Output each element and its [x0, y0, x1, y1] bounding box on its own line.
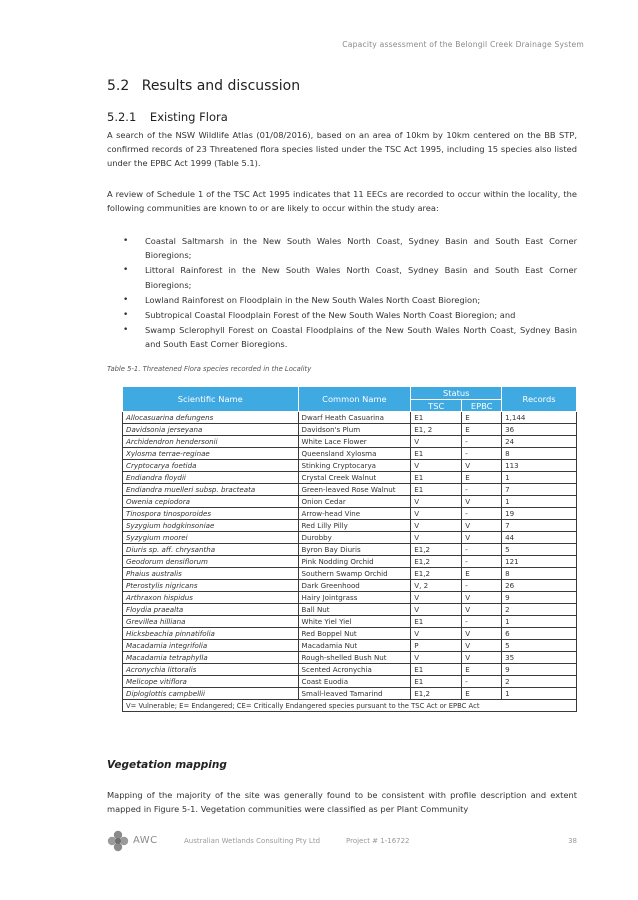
- cell-scientific-name: Endiandra muelleri subsp. bracteata: [123, 484, 299, 496]
- section-title-text: Results and discussion: [141, 78, 301, 94]
- table-row: [123, 436, 577, 448]
- paragraph-vegetation: Mapping of the majority of the site was generally found to be consistent with profile description and extent mapped in Figure 5-1. Vegetation communities were classified as per Plant Community: [107, 790, 577, 815]
- cell-scientific-name: Macadamia integrifolia: [123, 640, 299, 652]
- cell-scientific-name: Davidsonia jerseyana: [123, 424, 299, 436]
- cell-epbc-status: -: [462, 448, 502, 460]
- table-footnote: V= Vulnerable; E= Endangered; CE= Critically Endangered species pursuant to the TSC Act or EPBC Act: [123, 700, 577, 712]
- cell-scientific-name: Geodorum densiflorum: [123, 556, 299, 568]
- footer-company: Australian Wetlands Consulting Pty Ltd: [184, 837, 321, 845]
- cell-common-name: Dark Greenhood: [298, 580, 411, 592]
- cell-records: 9: [502, 592, 577, 604]
- cell-tsc-status: V: [411, 496, 462, 508]
- table-row: [123, 496, 577, 508]
- bullet-icon: •: [123, 236, 129, 246]
- community-list: [107, 234, 577, 353]
- subsection-title-text: Existing Flora: [149, 110, 228, 124]
- flora-table-body: [123, 412, 577, 700]
- list-item: • Littoral Rainforest in the New South Wales North Coast, Sydney Basin and South East Corner Bioregions;: [123, 265, 577, 290]
- awc-logo-icon: [107, 830, 129, 852]
- table-row: [123, 664, 577, 676]
- table-row: [123, 520, 577, 532]
- bullet-icon: •: [123, 325, 129, 336]
- cell-records: 7: [502, 520, 577, 532]
- cell-epbc-status: V: [462, 640, 502, 652]
- cell-common-name: Green-leaved Rose Walnut: [298, 484, 411, 496]
- cell-tsc-status: P: [411, 640, 462, 652]
- cell-scientific-name: Melicope vitiflora: [123, 676, 299, 688]
- cell-tsc-status: E1, 2: [411, 424, 462, 436]
- bullet-icon: •: [123, 294, 129, 305]
- bullet-icon: •: [123, 265, 129, 276]
- cell-records: 5: [502, 640, 577, 652]
- table-row: [123, 472, 577, 484]
- cell-tsc-status: E1: [411, 664, 462, 676]
- cell-records: 36: [502, 424, 577, 436]
- cell-tsc-status: E1,2: [411, 568, 462, 580]
- cell-tsc-status: V, 2: [411, 580, 462, 592]
- cell-tsc-status: E1: [411, 676, 462, 688]
- cell-tsc-status: E1: [411, 472, 462, 484]
- cell-epbc-status: V: [462, 532, 502, 544]
- cell-common-name: Ball Nut: [298, 604, 411, 616]
- cell-records: 44: [502, 532, 577, 544]
- list-item: • Coastal Saltmarsh in the New South Wales North Coast, Sydney Basin and South East Corner Bioregions;: [123, 236, 577, 261]
- cell-records: 2: [502, 604, 577, 616]
- cell-epbc-status: -: [462, 556, 502, 568]
- cell-common-name: Pink Nodding Orchid: [298, 556, 411, 568]
- column-header-epbc: EPBC: [462, 400, 502, 412]
- table-row: [123, 412, 577, 424]
- cell-common-name: Byron Bay Diuris: [298, 544, 411, 556]
- cell-epbc-status: V: [462, 628, 502, 640]
- cell-tsc-status: V: [411, 604, 462, 616]
- cell-epbc-status: -: [462, 508, 502, 520]
- paragraph-tsc-review: A review of Schedule 1 of the TSC Act 1995 indicates that 11 EECs are recorded to occur within the locality, the following communities are known to or are likely to occur within the study area:: [107, 189, 577, 214]
- paragraph-wildlife-atlas: A search of the NSW Wildlife Atlas (01/08/2016), based on an area of 10km by 10km centered on the BB STP, confirmed records of 23 Threatened flora species listed under the TSC Act 1995, including 15 species also listed under the EPBC Act 1999 (Table 5.1).: [107, 130, 577, 169]
- cell-epbc-status: -: [462, 676, 502, 688]
- table-row: [123, 640, 577, 652]
- cell-tsc-status: V: [411, 628, 462, 640]
- cell-scientific-name: Floydia praealta: [123, 604, 299, 616]
- list-item: • Subtropical Coastal Floodplain Forest of the New South Wales North Coast Bioregion; and: [107, 308, 577, 322]
- cell-tsc-status: E1: [411, 616, 462, 628]
- cell-epbc-status: E: [462, 568, 502, 580]
- cell-common-name: Durobby: [298, 532, 411, 544]
- cell-records: 1: [502, 472, 577, 484]
- list-item: • Lowland Rainforest on Floodplain in the New South Wales North Coast Bioregion;: [107, 293, 577, 307]
- cell-records: 8: [502, 448, 577, 460]
- cell-tsc-status: E1: [411, 448, 462, 460]
- cell-records: 24: [502, 436, 577, 448]
- cell-scientific-name: Syzygium hodgkinsoniae: [123, 520, 299, 532]
- cell-common-name: Macadamia Nut: [298, 640, 411, 652]
- table-row: [123, 676, 577, 688]
- cell-common-name: Stinking Cryptocarya: [298, 460, 411, 472]
- cell-scientific-name: Acronychia littoralis: [123, 664, 299, 676]
- table-row: [123, 556, 577, 568]
- logo-text: AWC: [133, 835, 158, 846]
- cell-tsc-status: E1,2: [411, 556, 462, 568]
- cell-records: 1,144: [502, 412, 577, 424]
- section-title: [107, 78, 300, 94]
- cell-common-name: Red Lilly Pilly: [298, 520, 411, 532]
- table-row: [123, 448, 577, 460]
- cell-tsc-status: V: [411, 652, 462, 664]
- column-header-tsc: TSC: [411, 400, 462, 412]
- cell-tsc-status: V: [411, 508, 462, 520]
- cell-common-name: Queensland Xylosma: [298, 448, 411, 460]
- table-row: [123, 532, 577, 544]
- cell-epbc-status: V: [462, 604, 502, 616]
- cell-common-name: Onion Cedar: [298, 496, 411, 508]
- subsection-number: 5.2.1: [107, 110, 137, 124]
- cell-common-name: Crystal Creek Walnut: [298, 472, 411, 484]
- cell-epbc-status: -: [462, 436, 502, 448]
- table-row: [123, 688, 577, 700]
- cell-records: 121: [502, 556, 577, 568]
- cell-common-name: Small-leaved Tamarind: [298, 688, 411, 700]
- column-header-common: Common Name: [298, 387, 411, 412]
- cell-records: 26: [502, 580, 577, 592]
- cell-epbc-status: E: [462, 472, 502, 484]
- cell-records: 7: [502, 484, 577, 496]
- cell-scientific-name: Diploglottis campbellii: [123, 688, 299, 700]
- cell-scientific-name: Diuris sp. aff. chrysantha: [123, 544, 299, 556]
- page-footer: [107, 830, 577, 852]
- cell-tsc-status: V: [411, 460, 462, 472]
- cell-tsc-status: E1: [411, 412, 462, 424]
- cell-epbc-status: V: [462, 496, 502, 508]
- flora-table: [122, 386, 577, 712]
- table-caption: Table 5-1. Threatened Flora species recorded in the Locality: [107, 365, 312, 373]
- cell-tsc-status: V: [411, 520, 462, 532]
- cell-common-name: Red Boppel Nut: [298, 628, 411, 640]
- cell-scientific-name: Tinospora tinosporoides: [123, 508, 299, 520]
- cell-epbc-status: E: [462, 412, 502, 424]
- table-row: [123, 616, 577, 628]
- cell-scientific-name: Endiandra floydii: [123, 472, 299, 484]
- cell-records: 113: [502, 460, 577, 472]
- cell-records: 1: [502, 496, 577, 508]
- cell-tsc-status: V: [411, 436, 462, 448]
- cell-records: 35: [502, 652, 577, 664]
- cell-common-name: White Yiel Yiel: [298, 616, 411, 628]
- cell-epbc-status: -: [462, 616, 502, 628]
- footer-project: Project # 1-16722: [346, 837, 410, 845]
- cell-epbc-status: V: [462, 652, 502, 664]
- table-row: [123, 460, 577, 472]
- table-row: [123, 628, 577, 640]
- cell-scientific-name: Hicksbeachia pinnatifolia: [123, 628, 299, 640]
- cell-epbc-status: V: [462, 520, 502, 532]
- cell-epbc-status: E: [462, 424, 502, 436]
- table-row: [123, 580, 577, 592]
- cell-scientific-name: Phaius australis: [123, 568, 299, 580]
- cell-scientific-name: Arthraxon hispidus: [123, 592, 299, 604]
- cell-common-name: Scented Acronychia: [298, 664, 411, 676]
- column-header-records: Records: [502, 387, 577, 412]
- subsection-title: [107, 110, 228, 124]
- cell-common-name: Coast Euodia: [298, 676, 411, 688]
- table-row: [123, 484, 577, 496]
- cell-scientific-name: Owenia cepiodora: [123, 496, 299, 508]
- cell-records: 8: [502, 568, 577, 580]
- cell-tsc-status: E1,2: [411, 688, 462, 700]
- cell-epbc-status: V: [462, 592, 502, 604]
- cell-epbc-status: E: [462, 688, 502, 700]
- cell-scientific-name: Syzygium moorei: [123, 532, 299, 544]
- cell-records: 2: [502, 676, 577, 688]
- cell-scientific-name: Cryptocarya foetida: [123, 460, 299, 472]
- table-row: [123, 508, 577, 520]
- section-number: 5.2: [107, 78, 130, 94]
- cell-records: 9: [502, 664, 577, 676]
- cell-epbc-status: E: [462, 664, 502, 676]
- cell-epbc-status: -: [462, 580, 502, 592]
- cell-common-name: Davidson's Plum: [298, 424, 411, 436]
- cell-tsc-status: V: [411, 532, 462, 544]
- cell-scientific-name: Archidendron hendersonii: [123, 436, 299, 448]
- running-header: Capacity assessment of the Belongil Creek Drainage System: [342, 40, 584, 49]
- table-row: [123, 652, 577, 664]
- column-header-scientific: Scientific Name: [123, 387, 299, 412]
- cell-epbc-status: V: [462, 460, 502, 472]
- cell-scientific-name: Macadamia tetraphylla: [123, 652, 299, 664]
- table-row: [123, 544, 577, 556]
- page-number: 38: [568, 837, 577, 845]
- cell-records: 1: [502, 688, 577, 700]
- cell-records: 1: [502, 616, 577, 628]
- vegetation-heading: Vegetation mapping: [107, 759, 227, 771]
- cell-scientific-name: Grevillea hilliana: [123, 616, 299, 628]
- table-row: [123, 424, 577, 436]
- cell-common-name: White Lace Flower: [298, 436, 411, 448]
- cell-common-name: Hairy Jointgrass: [298, 592, 411, 604]
- cell-tsc-status: E1: [411, 484, 462, 496]
- cell-common-name: Dwarf Heath Casuarina: [298, 412, 411, 424]
- list-item: • Swamp Sclerophyll Forest on Coastal Floodplains of the New South Wales North Coast, Sydney Basin and South East Corner Bioregions.: [123, 325, 577, 350]
- cell-scientific-name: Pterostylis nigricans: [123, 580, 299, 592]
- cell-scientific-name: Allocasuarina defungens: [123, 412, 299, 424]
- cell-records: 6: [502, 628, 577, 640]
- cell-tsc-status: E1,2: [411, 544, 462, 556]
- cell-epbc-status: -: [462, 484, 502, 496]
- table-row: [123, 604, 577, 616]
- bullet-icon: •: [123, 310, 129, 321]
- cell-common-name: Arrow-head Vine: [298, 508, 411, 520]
- cell-records: 5: [502, 544, 577, 556]
- cell-epbc-status: -: [462, 544, 502, 556]
- table-row: [123, 568, 577, 580]
- column-header-status: Status: [411, 387, 502, 400]
- cell-common-name: Rough-shelled Bush Nut: [298, 652, 411, 664]
- cell-common-name: Southern Swamp Orchid: [298, 568, 411, 580]
- cell-tsc-status: V: [411, 592, 462, 604]
- table-row: [123, 592, 577, 604]
- cell-scientific-name: Xylosma terrae-reginae: [123, 448, 299, 460]
- cell-records: 19: [502, 508, 577, 520]
